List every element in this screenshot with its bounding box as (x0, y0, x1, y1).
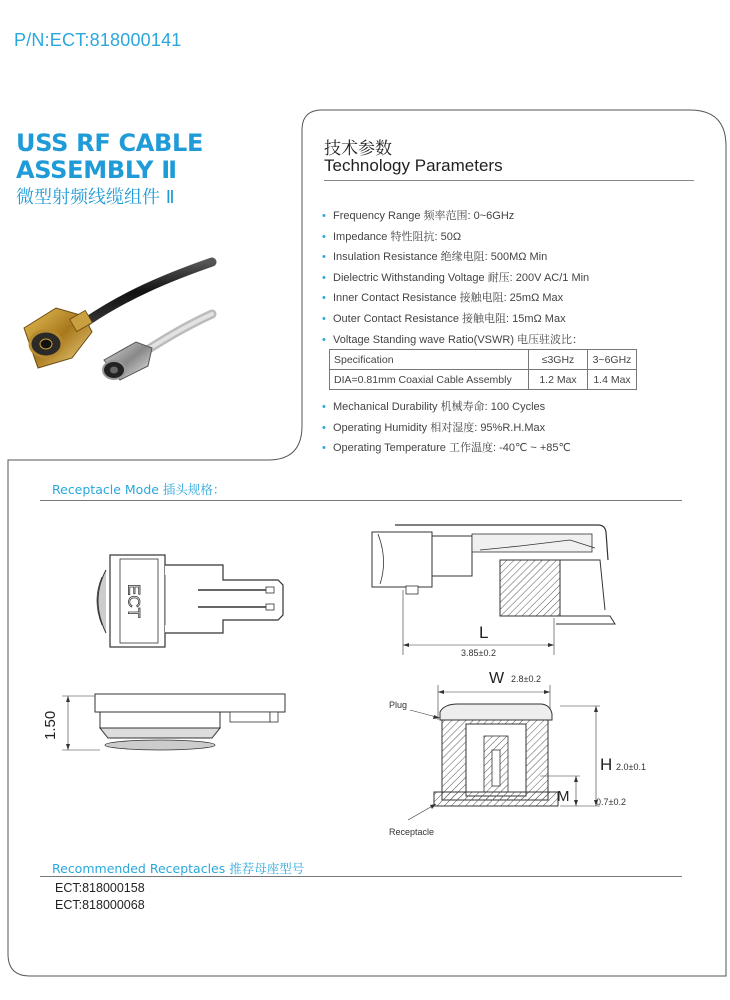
param-item: • Frequency Range 频率范围: 0~6GHz (322, 210, 515, 222)
silver-connector-icon (103, 342, 152, 380)
mated-section-drawing (400, 680, 620, 820)
receptacle-label: Receptacle (389, 827, 435, 837)
plug-label: Plug (389, 700, 408, 710)
table-row (330, 370, 637, 390)
dim-M-label: M (557, 788, 570, 805)
tech-heading-cn: 技术参数 (324, 139, 392, 159)
cable-assembly-photo (16, 250, 216, 410)
recommended-divider (40, 876, 682, 877)
table-cell: DIA=0.81mm Coaxial Cable Assembly (330, 370, 529, 390)
param-item: • Dielectric Withstanding Voltage 耐压: 200V AC/1 Min (322, 271, 590, 284)
dim-W-value: 2.8±0.2 (511, 674, 541, 684)
product-title (16, 130, 203, 184)
param-item: • Insulation Resistance 绝缘电阻: 500MΩ Min (322, 251, 548, 264)
dim-L-label: L (479, 623, 489, 642)
table-row (330, 350, 637, 370)
table-header-cell: ≤3GHz (529, 350, 588, 370)
vswr-table (329, 349, 637, 390)
receptacle-divider (40, 500, 682, 501)
dim-H-label: H (600, 755, 613, 774)
product-title-line2: ASSEMBLY Ⅱ (16, 156, 177, 184)
product-title-cn: 微型射频线缆组件 Ⅱ (16, 187, 175, 208)
param-item: • Voltage Standing wave Ratio(VSWR) 电压驻波比： (322, 333, 584, 346)
table-cell: 1.2 Max (529, 370, 588, 390)
part-number: P/N:ECT:818000141 (14, 30, 182, 50)
top-view-drawing (88, 545, 298, 655)
dim-L-value: 3.85±0.2 (461, 648, 496, 658)
gold-connector-icon (24, 308, 92, 368)
tech-heading-en: Technology Parameters (324, 156, 503, 175)
recommended-item: ECT:818000068 (55, 898, 145, 912)
tech-param-list (322, 206, 589, 350)
param-item: • Mechanical Durability 机械寿命: 100 Cycles (322, 401, 546, 413)
param-item: • Outer Contact Resistance 接触电阻: 15mΩ Max (322, 312, 566, 325)
dim-H-value: 2.0±0.1 (616, 762, 646, 772)
receptacle-mode-heading: Receptacle Mode 插头规格： (52, 482, 226, 497)
param-item: • Operating Temperature 工作温度: -40℃ ~ +85℃ (322, 442, 571, 455)
tech-param-list-more (322, 397, 571, 459)
recommended-item: ECT:818000158 (55, 881, 145, 895)
dim-height-value: 1.50 (42, 710, 59, 740)
table-header-cell: Specification (330, 350, 529, 370)
product-title-line1: USS RF CABLE (16, 129, 204, 157)
recommended-heading: Recommended Receptacles 推荐母座型号 (52, 861, 305, 876)
param-item: • Inner Contact Resistance 接触电阻: 25mΩ Max (322, 292, 564, 305)
side-view-drawing (40, 690, 300, 760)
tech-divider (324, 180, 694, 181)
param-item: • Impedance 特性阻抗: 50Ω (322, 230, 462, 243)
dim-M-value: 0.7±0.2 (596, 797, 626, 807)
table-header-cell: 3~6GHz (588, 350, 637, 370)
dim-W-label: W (489, 670, 505, 687)
ect-logo-text: ECT (124, 584, 144, 618)
param-item: • Operating Humidity 相对湿度: 95%R.H.Max (322, 421, 546, 434)
table-cell: 1.4 Max (588, 370, 637, 390)
section-view-drawing (370, 520, 630, 630)
